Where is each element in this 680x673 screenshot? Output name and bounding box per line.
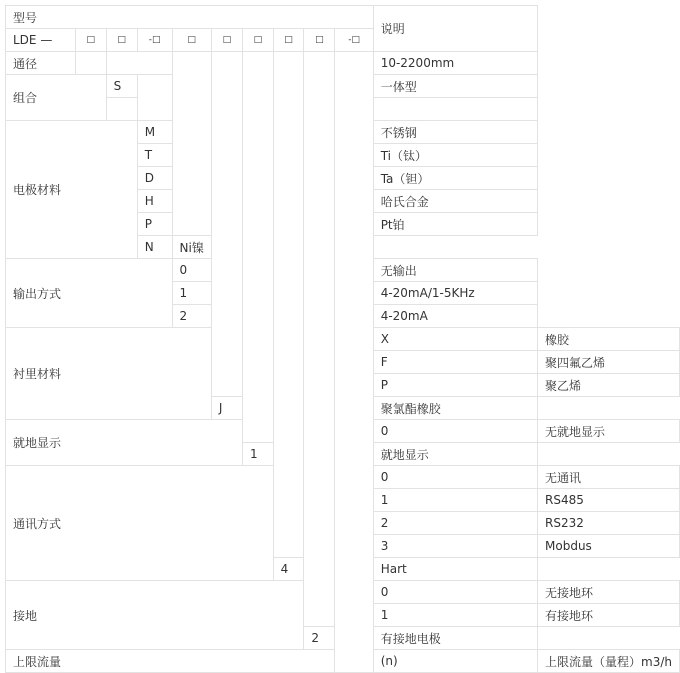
display-desc: 就地显示 [373,443,537,466]
lining-label: 衬里材料 [6,328,212,420]
code-slot-1: □ [75,29,106,52]
comm-code: 2 [373,512,537,535]
comm-label: 通讯方式 [6,466,274,581]
output-desc: 4-20mA [373,305,537,328]
electrode-desc: 哈氏合金 [373,190,537,213]
display-label: 就地显示 [6,420,243,466]
output-desc: 4-20mA/1-5KHz [373,282,537,305]
grounding-code: 0 [373,581,537,604]
grounding-desc: 有接地电极 [373,627,537,650]
display-code: 1 [243,443,274,466]
comm-desc: RS485 [538,489,680,512]
lining-code: J [211,397,242,420]
comm-code: 0 [373,466,537,489]
combination-code: S [106,75,137,98]
blank-cell [106,98,137,121]
grounding-desc: 有接地环 [538,604,680,627]
combination-label: 组合 [6,75,107,121]
code-slot-4: □ [172,29,211,52]
blank-cell [172,52,211,236]
comm-code: 1 [373,489,537,512]
comm-code: 4 [273,558,304,581]
comm-desc: RS232 [538,512,680,535]
model-header: 型号 [6,6,374,29]
electrode-desc: Ta（钽） [373,167,537,190]
comm-desc: Hart [373,558,537,581]
model-code-name: LDE — [6,29,76,52]
grounding-desc: 无接地环 [538,581,680,604]
lining-desc: 聚四氟乙烯 [538,351,680,374]
grounding-code: 2 [304,627,335,650]
blank-cell [106,52,172,75]
comm-desc: 无通讯 [538,466,680,489]
code-slot-9: -□ [335,29,373,52]
code-slot-6: □ [243,29,274,52]
electrode-code: T [137,144,172,167]
blank-cell [137,75,172,121]
lining-desc: 聚乙烯 [538,374,680,397]
electrode-desc: Ni镍 [172,236,211,259]
diameter-code-cell [75,52,106,75]
comm-desc: Mobdus [538,535,680,558]
combination-desc-blank [373,98,537,121]
electrode-desc: Pt铂 [373,213,537,236]
electrode-code: D [137,167,172,190]
lining-code: X [373,328,537,351]
diameter-label: 通径 [6,52,76,75]
lining-code: F [373,351,537,374]
flow-label: 上限流量 [6,650,335,673]
electrode-label: 电极材料 [6,121,138,259]
code-slot-2: □ [106,29,137,52]
code-slot-3: -□ [137,29,172,52]
output-code: 2 [172,305,211,328]
lining-desc: 聚氯酯橡胶 [373,397,537,420]
electrode-code: P [137,213,172,236]
code-slot-8: □ [304,29,335,52]
electrode-code: N [137,236,172,259]
electrode-code: M [137,121,172,144]
grounding-label: 接地 [6,581,304,650]
display-code: 0 [373,420,537,443]
output-code: 0 [172,259,211,282]
blank-cell [335,52,373,673]
output-label: 输出方式 [6,259,173,328]
flow-desc: 上限流量（量程）m3/h [538,650,680,673]
output-desc: 无输出 [373,259,537,282]
blank-cell [243,52,274,443]
blank-cell [273,52,304,558]
lining-desc: 橡胶 [538,328,680,351]
display-desc: 无就地显示 [538,420,680,443]
code-slot-5: □ [211,29,242,52]
grounding-code: 1 [373,604,537,627]
comm-code: 3 [373,535,537,558]
blank-cell [304,52,335,627]
electrode-code: H [137,190,172,213]
electrode-desc: 不锈钢 [373,121,537,144]
electrode-desc: Ti（钛） [373,144,537,167]
description-header: 说明 [373,6,537,52]
model-spec-table [5,5,680,673]
output-code: 1 [172,282,211,305]
flow-code: (n) [373,650,537,673]
combination-desc: 一体型 [373,75,537,98]
diameter-desc: 10-2200mm [373,52,537,75]
blank-cell [211,52,242,397]
code-slot-7: □ [273,29,304,52]
lining-code: P [373,374,537,397]
